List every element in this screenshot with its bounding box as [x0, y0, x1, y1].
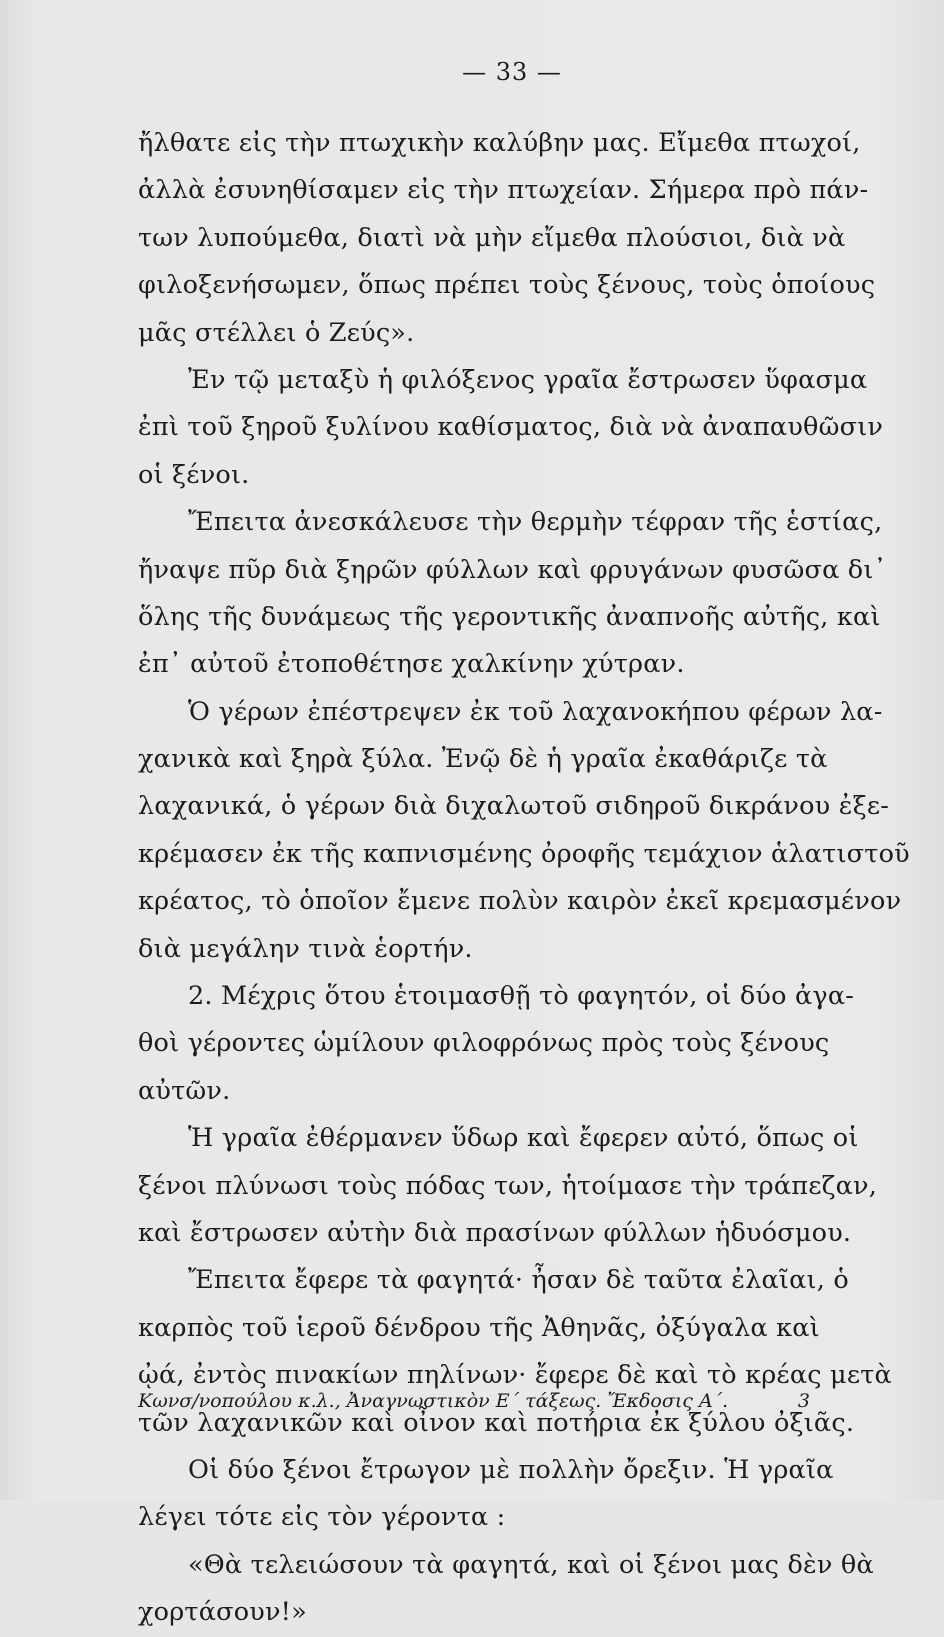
text-line: κρέμασεν ἐκ τῆς καπνισμένης ὀροφῆς τεμάχιον ἁλατιστοῦ	[138, 838, 910, 869]
text-line: των λυπούμεθα, διατὶ νὰ μὴν εἴμεθα πλούσιοι, διὰ νὰ	[138, 222, 846, 253]
text-line: ἤλθατε εἰς τὴν πτωχικὴν καλύβην μας. Εἴμεθα πτωχοί,	[138, 128, 861, 158]
text-line: ἐπὶ τοῦ ξηροῦ ξυλίνου καθίσματος, διὰ νὰ ἀναπαυθῶσιν	[138, 412, 884, 443]
text-line: χορτάσουν!»	[138, 1597, 307, 1628]
text-line: ξένοι πλύνωσι τοὺς πόδας των, ἡτοίμασε τὴν τράπεζαν,	[138, 1170, 878, 1201]
text-line: ἤναψε πῦρ διὰ ξηρῶν φύλλων καὶ φρυγάνων φυσῶσα δι᾽	[138, 554, 887, 585]
text-line: Οἱ δύο ξένοι ἔτρωγον μὲ πολλὴν ὄρεξιν. Ἡ γραῖα	[188, 1454, 834, 1485]
page-number: — 33 —	[462, 58, 562, 86]
text-line: 2. Μέχρις ὅτου ἑτοιμασθῇ τὸ φαγητόν, οἱ δύο ἀγα-	[188, 981, 855, 1012]
text-line: λέγει τότε εἰς τὸν γέροντα :	[138, 1502, 506, 1533]
text-line: καὶ ἔστρωσεν αὐτὴν διὰ πρασίνων φύλλων ἡδυόσμου.	[138, 1217, 852, 1248]
text-line: αὐτῶν.	[138, 1075, 231, 1106]
page-footer	[138, 1390, 810, 1412]
text-line: Ἔπειτα ἔφερε τὰ φαγητά· ἦσαν δὲ ταῦτα ἐλαῖαι, ὁ	[188, 1265, 849, 1296]
text-line: ᾠά, ἐντὸς πινακίων πηλίνων· ἔφερε δὲ καὶ τὸ κρέας μετὰ	[138, 1360, 892, 1391]
text-line: Ἐν τῷ μεταξὺ ἡ φιλόξενος γραῖα ἔστρωσεν ὕφασμα	[188, 364, 868, 395]
text-line: καρπὸς τοῦ ἱεροῦ δένδρου τῆς Ἀθηνᾶς, ὀξύγαλα καὶ	[138, 1312, 820, 1343]
text-line: χανικὰ καὶ ξηρὰ ξύλα. Ἐνῷ δὲ ἡ γραῖα ἐκαθάριζε τὰ	[138, 744, 828, 775]
text-line: «Θὰ τελειώσουν τὰ φαγητά, καὶ οἱ ξένοι μας δὲν θὰ	[188, 1549, 874, 1580]
text-line: λαχανικά, ὁ γέρων διὰ διχαλωτοῦ σιδηροῦ δικράνου ἐξε-	[138, 791, 890, 822]
text-line: ἐπ᾽ αὐτοῦ ἐτοποθέτησε χαλκίνην χύτραν.	[138, 649, 685, 680]
text-line: ὅλης τῆς δυνάμεως τῆς γεροντικῆς ἀναπνοῆς αὐτῆς, καὶ	[138, 601, 881, 632]
text-line: διὰ μεγάλην τινὰ ἑορτήν.	[138, 933, 473, 964]
text-line: Ὁ γέρων ἐπέστρεψεν ἐκ τοῦ λαχανοκήπου φέρων λα-	[188, 696, 883, 727]
text-line: οἱ ξένοι.	[138, 459, 250, 490]
text-line: κρέατος, τὸ ὁποῖον ἔμενε πολὺν καιρὸν ἐκεῖ κρεμασμένον	[138, 886, 902, 917]
footer-citation: Κωνσ/νοπούλου κ.λ., Ἀναγνωστικὸν Ε΄ τάξεως. Ἔκδοσις Α΄.	[138, 1390, 729, 1412]
text-line: φιλοξενήσωμεν, ὅπως πρέπει τοὺς ξένους, τοὺς ὁποίους	[138, 270, 876, 301]
text-line: τῶν λαχανικῶν καὶ οἶνον καὶ ποτήρια ἐκ ξύλου ὀξιᾶς.	[138, 1407, 855, 1438]
text-line: μᾶς στέλλει ὁ Ζεύς».	[138, 317, 415, 348]
text-line: ἀλλὰ ἐσυνηθίσαμεν εἰς τὴν πτωχείαν. Σήμερα πρὸ πάν-	[138, 175, 869, 206]
text-line: θοὶ γέροντες ὡμίλουν φιλοφρόνως πρὸς τοὺς ξένους	[138, 1028, 830, 1059]
signature-mark: 3	[797, 1390, 810, 1412]
text-line: Ἔπειτα ἀνεσκάλευσε τὴν θερμὴν τέφραν τῆς ἑστίας,	[188, 507, 883, 538]
text-line: Ἡ γραῖα ἐθέρμανεν ὕδωρ καὶ ἔφερεν αὐτό, ὅπως οἱ	[188, 1123, 859, 1154]
